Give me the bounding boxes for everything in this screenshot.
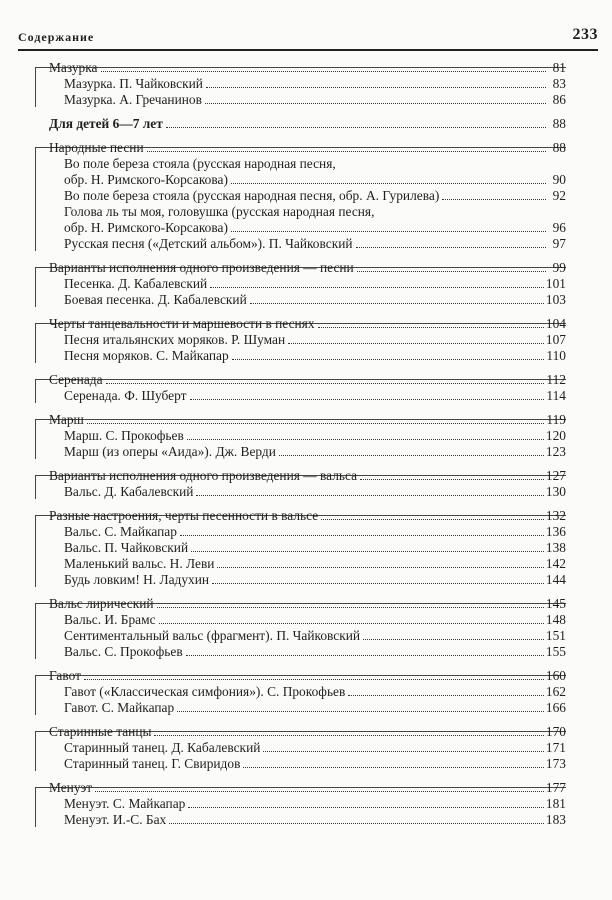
toc-entry-title: Менуэт. И.-С. Бах bbox=[64, 812, 167, 827]
toc-entry-title: Марш bbox=[49, 412, 84, 427]
dot-leader bbox=[360, 479, 544, 480]
toc-entry-title: Сентиментальный вальс (фрагмент). П. Чайковский bbox=[64, 628, 361, 643]
toc-section-entry bbox=[18, 724, 566, 740]
toc-page-number: 120 bbox=[545, 428, 566, 443]
dot-leader bbox=[169, 823, 544, 824]
toc-group bbox=[18, 140, 566, 252]
toc-group bbox=[18, 780, 566, 828]
dot-leader bbox=[231, 231, 546, 232]
toc-page-number: 97 bbox=[552, 236, 566, 251]
toc-subentry bbox=[18, 444, 566, 460]
toc-page-number: 86 bbox=[552, 92, 566, 107]
toc-page-number: 181 bbox=[545, 796, 566, 811]
toc-page-number: 110 bbox=[546, 348, 566, 363]
toc-entry-title: Русская песня («Детский альбом»). П. Чайковский bbox=[64, 236, 353, 251]
toc-entry-title: Песня итальянских моряков. Р. Шуман bbox=[64, 332, 286, 347]
dot-leader bbox=[348, 695, 544, 696]
toc-entry-title: Гавот. С. Майкапар bbox=[64, 700, 175, 715]
toc-subentry bbox=[18, 756, 566, 772]
toc-page-number: 183 bbox=[545, 812, 566, 827]
dot-leader bbox=[250, 303, 544, 304]
toc-entry-title: Серенада bbox=[49, 372, 103, 387]
toc-section-entry bbox=[18, 508, 566, 524]
toc-page-number: 119 bbox=[546, 412, 566, 427]
toc-entry-title: Старинный танец. Г. Свиридов bbox=[64, 756, 241, 771]
dot-leader bbox=[243, 767, 544, 768]
toc-page-number: 166 bbox=[545, 700, 566, 715]
dot-leader bbox=[188, 807, 544, 808]
toc-entry-title: Народные песни bbox=[49, 140, 144, 155]
toc-subentry bbox=[18, 348, 566, 364]
toc-section-entry bbox=[18, 596, 566, 612]
dot-leader bbox=[210, 287, 544, 288]
toc-page-number: 127 bbox=[545, 468, 566, 483]
toc-section-entry bbox=[18, 780, 566, 796]
toc-group bbox=[18, 508, 566, 588]
toc-subentry bbox=[18, 236, 566, 252]
toc-page-number: 92 bbox=[552, 188, 566, 203]
toc-subentry bbox=[18, 684, 566, 700]
toc-entry-title: Разные настроения, черты песенности в вальсе bbox=[49, 508, 319, 523]
toc-group bbox=[18, 60, 566, 108]
toc-entry-title-line1: Во поле береза стояла (русская народная песня, bbox=[64, 156, 336, 171]
toc-page-number: 104 bbox=[545, 316, 566, 331]
toc-entry-title: Менуэт. С. Майкапар bbox=[64, 796, 186, 811]
toc-page-number: 160 bbox=[545, 668, 566, 683]
toc-subentry bbox=[18, 644, 566, 660]
toc-subentry bbox=[18, 796, 566, 812]
toc-subentry bbox=[18, 540, 566, 556]
toc-subentry bbox=[18, 276, 566, 292]
dot-leader bbox=[442, 199, 546, 200]
dot-leader bbox=[101, 71, 547, 72]
toc-subentry bbox=[18, 292, 566, 308]
dot-leader bbox=[279, 455, 544, 456]
dot-leader bbox=[106, 383, 545, 384]
toc-group bbox=[18, 260, 566, 308]
toc-entry-title: Вальс. П. Чайковский bbox=[64, 540, 189, 555]
toc-page-number: 170 bbox=[545, 724, 566, 739]
toc-entry-title: Менуэт bbox=[49, 780, 93, 795]
age-heading bbox=[18, 116, 566, 132]
toc-subentry bbox=[18, 156, 566, 188]
age-heading-block bbox=[18, 116, 566, 132]
toc-page-number: 142 bbox=[545, 556, 566, 571]
toc-page-number: 123 bbox=[545, 444, 566, 459]
dot-leader bbox=[157, 607, 544, 608]
toc-page-number: 173 bbox=[545, 756, 566, 771]
toc-page-number: 145 bbox=[545, 596, 566, 611]
dot-leader bbox=[177, 711, 544, 712]
toc-entry-title: Варианты исполнения одного произведения — вальса bbox=[49, 468, 358, 483]
toc-entry-title: Вальс. С. Прокофьев bbox=[64, 644, 183, 659]
dot-leader bbox=[159, 623, 544, 624]
toc-page-number: 177 bbox=[545, 780, 566, 795]
toc-group bbox=[18, 468, 566, 500]
toc-entry-title: Марш (из оперы «Аида»). Дж. Верди bbox=[64, 444, 276, 459]
toc-page-number: 148 bbox=[545, 612, 566, 627]
toc-page-number: 90 bbox=[552, 172, 566, 187]
dot-leader bbox=[186, 655, 544, 656]
toc-group bbox=[18, 668, 566, 716]
toc-subentry bbox=[18, 556, 566, 572]
toc-section-entry bbox=[18, 468, 566, 484]
toc-entry-title-line2 bbox=[64, 220, 566, 236]
toc-entry-title: Черты танцевальности и маршевости в песнях bbox=[49, 316, 315, 331]
toc-entry-title: Старинные танцы bbox=[49, 724, 152, 739]
dot-leader bbox=[147, 151, 546, 152]
toc-page-number: 112 bbox=[546, 372, 566, 387]
toc-section-entry bbox=[18, 140, 566, 156]
toc-page-number: 96 bbox=[552, 220, 566, 235]
dot-leader bbox=[180, 535, 544, 536]
toc-subentry bbox=[18, 628, 566, 644]
toc-page-number: 138 bbox=[545, 540, 566, 555]
toc-section-entry bbox=[18, 260, 566, 276]
toc-subentry bbox=[18, 612, 566, 628]
toc-entry-title: Песенка. Д. Кабалевский bbox=[64, 276, 208, 291]
toc-entry-title: Вальс. С. Майкапар bbox=[64, 524, 177, 539]
toc-page-number: 132 bbox=[545, 508, 566, 523]
dot-leader bbox=[190, 399, 545, 400]
toc-page-number: 151 bbox=[545, 628, 566, 643]
toc-page-number: 114 bbox=[546, 388, 566, 403]
table-of-contents bbox=[18, 60, 566, 836]
toc-page-number: 171 bbox=[545, 740, 566, 755]
toc-entry-title: Гавот bbox=[49, 668, 81, 683]
toc-entry-title: Во поле береза стояла (русская народная песня, обр. А. Гурилева) bbox=[64, 188, 440, 203]
dot-leader bbox=[318, 327, 544, 328]
dot-leader bbox=[232, 359, 545, 360]
dot-leader bbox=[217, 567, 543, 568]
toc-entry-title-line1: Голова ль ты моя, головушка (русская народная песня, bbox=[64, 204, 375, 219]
dot-leader bbox=[196, 495, 543, 496]
toc-page-number: 99 bbox=[552, 260, 566, 275]
toc-subentry bbox=[18, 700, 566, 716]
toc-group bbox=[18, 596, 566, 660]
toc-entry-title: Для детей 6—7 лет bbox=[49, 116, 163, 131]
toc-page-number: 136 bbox=[545, 524, 566, 539]
toc-section-entry bbox=[18, 372, 566, 388]
toc-subentry bbox=[18, 204, 566, 236]
dot-leader bbox=[321, 519, 544, 520]
toc-entry-title: Маленький вальс. Н. Леви bbox=[64, 556, 215, 571]
page-number: 233 bbox=[572, 26, 598, 43]
toc-entry-title-line2-text: обр. Н. Римского-Корсакова) bbox=[64, 220, 228, 235]
toc-subentry bbox=[18, 740, 566, 756]
toc-page-number: 162 bbox=[545, 684, 566, 699]
toc-entry-title: Марш. С. Прокофьев bbox=[64, 428, 184, 443]
dot-leader bbox=[205, 103, 546, 104]
toc-entry-title: Вальс. Д. Кабалевский bbox=[64, 484, 194, 499]
toc-entry-title: Гавот («Классическая симфония»). С. Прокофьев bbox=[64, 684, 346, 699]
toc-entry-title: Мазурка bbox=[49, 60, 98, 75]
dot-leader bbox=[363, 639, 544, 640]
dot-leader bbox=[212, 583, 544, 584]
dot-leader bbox=[288, 343, 544, 344]
toc-entry-title: Серенада. Ф. Шуберт bbox=[64, 388, 187, 403]
toc-page-number: 155 bbox=[545, 644, 566, 659]
toc-page-number: 107 bbox=[545, 332, 566, 347]
toc-entry-title: Будь ловким! Н. Ладухин bbox=[64, 572, 210, 587]
toc-page-number: 130 bbox=[545, 484, 566, 499]
toc-subentry bbox=[18, 812, 566, 828]
toc-section-entry bbox=[18, 60, 566, 76]
toc-subentry bbox=[18, 332, 566, 348]
toc-subentry bbox=[18, 524, 566, 540]
toc-page-number: 83 bbox=[552, 76, 566, 91]
toc-entry-title: Старинный танец. Д. Кабалевский bbox=[64, 740, 261, 755]
dot-leader bbox=[187, 439, 544, 440]
dot-leader bbox=[206, 87, 546, 88]
dot-leader bbox=[191, 551, 544, 552]
header-rule bbox=[18, 49, 598, 51]
toc-page-number: 103 bbox=[545, 292, 566, 307]
section-title: Содержание bbox=[18, 30, 95, 44]
toc-page-number: 88 bbox=[552, 140, 566, 155]
toc-subentry bbox=[18, 76, 566, 92]
dot-leader bbox=[231, 183, 546, 184]
toc-subentry bbox=[18, 92, 566, 108]
toc-subentry bbox=[18, 484, 566, 500]
toc-subentry bbox=[18, 388, 566, 404]
toc-entry-title: Мазурка. А. Гречанинов bbox=[64, 92, 202, 107]
dot-leader bbox=[84, 679, 544, 680]
dot-leader bbox=[356, 247, 546, 248]
toc-entry-title-line2 bbox=[64, 172, 566, 188]
toc-group bbox=[18, 412, 566, 460]
toc-group bbox=[18, 724, 566, 772]
toc-entry-title: Песня моряков. С. Майкапар bbox=[64, 348, 229, 363]
toc-section-entry bbox=[18, 668, 566, 684]
toc-entry-title: Вальс. И. Брамс bbox=[64, 612, 156, 627]
toc-page-number: 144 bbox=[545, 572, 566, 587]
dot-leader bbox=[357, 271, 546, 272]
toc-group bbox=[18, 372, 566, 404]
toc-section-entry bbox=[18, 316, 566, 332]
toc-section-entry bbox=[18, 412, 566, 428]
toc-page-number: 101 bbox=[545, 276, 566, 291]
dot-leader bbox=[95, 791, 544, 792]
toc-entry-title: Мазурка. П. Чайковский bbox=[64, 76, 203, 91]
dot-leader bbox=[166, 127, 546, 128]
dot-leader bbox=[154, 735, 543, 736]
toc-subentry bbox=[18, 428, 566, 444]
toc-entry-title: Варианты исполнения одного произведения — песни bbox=[49, 260, 354, 275]
dot-leader bbox=[263, 751, 544, 752]
toc-page-number: 88 bbox=[552, 116, 566, 131]
dot-leader bbox=[87, 423, 545, 424]
toc-subentry bbox=[18, 572, 566, 588]
toc-subentry bbox=[18, 188, 566, 204]
toc-page-number: 81 bbox=[552, 60, 566, 75]
toc-entry-title-line2-text: обр. Н. Римского-Корсакова) bbox=[64, 172, 228, 187]
toc-entry-title: Боевая песенка. Д. Кабалевский bbox=[64, 292, 247, 307]
toc-group bbox=[18, 316, 566, 364]
toc-entry-title: Вальс лирический bbox=[49, 596, 154, 611]
